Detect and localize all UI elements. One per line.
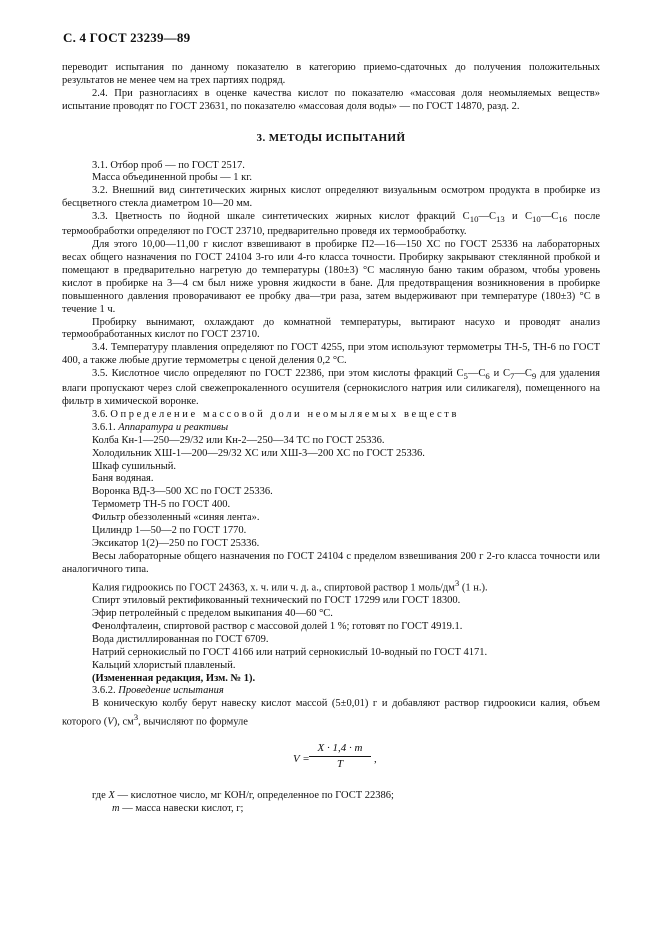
paragraph-3-4: 3.4. Температуру плавления определяют по ГОСТ 4255, при этом используют термометры ТН-5, ТН-6 по ГОСТ 400, а также любые другие термометры с ценой деления 0,2 °С. xyxy=(62,342,600,367)
subscript: 7 xyxy=(510,371,515,382)
paragraph-3-6-1 xyxy=(62,422,600,435)
where-line-x xyxy=(62,790,600,803)
text-span: 3.5. Кислотное число определяют по ГОСТ 22386, при этом кислоты фракций С xyxy=(92,368,464,380)
clause-number: 3.6.1. xyxy=(92,421,119,433)
list-item: Натрий сернокислый по ГОСТ 4166 или натрий сернокислый 10-водный по ГОСТ 4171. xyxy=(92,646,488,658)
clause-number: 3.6. xyxy=(92,408,111,420)
paragraph-3-3-procedure: Для этого 10,00—11,00 г кислот взвешивают в пробирке П2—16—150 ХС по ГОСТ 25336 на лабораторных весах общего назначения по ГОСТ 24104 3-го или 4-го класса точности. Пробирку закрывают стеклянной пробкой и помещают в предварительно нагретую до температуры (180±3) °С масляную баню таким образом, чтобы уровень кислот в пробирке на 3—4 см был ниже уровня жидкости в бане. Для предотвращения возникновения в пробирке повышенного давления проворачивают ее пробку два—три раза, затем выдерживают при температуре (180±3) °С в течение 1 ч. xyxy=(62,239,600,315)
text-span: после термообработки определяют по ГОСТ 23710, предварительно проведя их термообработку. xyxy=(62,211,600,238)
text-span: и С xyxy=(489,368,511,380)
clause-title: Определение массовой доли неомыляемых веществ xyxy=(110,408,460,420)
subscript: 5 xyxy=(463,371,468,382)
list-item: Фенолфталеин, спиртовой раствор с массовой долей 1 %; готовят по ГОСТ 4919.1. xyxy=(92,620,463,632)
list-item: Колба Кн-1—250—29/32 или Кн-2—250—34 ТС по ГОСТ 25336. xyxy=(92,434,385,446)
text-span: В коническую колбу берут навеску кислот массой (5±0,01) г и добавляют раствор гидроокиси калия, объем которого ( xyxy=(62,698,600,728)
variable: X xyxy=(108,789,115,801)
text-span: и С xyxy=(504,211,532,223)
paragraph-3-5 xyxy=(62,368,600,409)
subscript: 16 xyxy=(558,214,567,225)
subscript: 9 xyxy=(531,371,537,382)
paragraph-3-3 xyxy=(62,211,600,239)
list-item: Кальций хлористый плавленый. xyxy=(92,659,236,671)
text-span: (1 н.). xyxy=(459,582,488,594)
subscript: 13 xyxy=(495,214,505,225)
variable: m xyxy=(112,802,120,814)
text-span: где xyxy=(92,789,109,801)
formula-lhs: V = xyxy=(293,752,310,765)
clause-title: Проведение испытания xyxy=(118,685,224,697)
list-item: Холодильник ХШ-1—200—29/32 ХС или ХШ-3—200 ХС по ГОСТ 25336. xyxy=(92,447,425,459)
formula-denominator: T xyxy=(336,757,344,770)
revision-note: (Измененная редакция, Изм. № 1). xyxy=(92,672,256,684)
paragraph-procedure xyxy=(62,698,600,729)
text-span: — масса навески кислот, г; xyxy=(119,802,244,814)
formula-tail: , xyxy=(374,752,377,765)
variable: V xyxy=(107,716,114,728)
paragraph-3-6 xyxy=(62,409,600,422)
list-item: Шкаф сушильный. xyxy=(92,460,177,472)
page-header: С. 4 ГОСТ 23239—89 xyxy=(63,30,191,45)
list-item: Воронка ВД-3—500 ХС по ГОСТ 25336. xyxy=(92,486,273,498)
subscript: 10 xyxy=(531,214,541,225)
text-span: Калия гидроокись по ГОСТ 24363, х. ч. или ч. д. а., спиртовой раствор 1 моль/дм xyxy=(92,582,455,594)
list-item: Баня водяная. xyxy=(92,473,154,485)
formula xyxy=(62,742,600,776)
formula-numerator: X · 1,4 · m xyxy=(309,742,371,757)
formula-fraction xyxy=(309,742,371,771)
paragraph-3-2: 3.2. Внешний вид синтетических жирных кислот определяют визуальным осмотром продукта в пробирке из бесцветного стекла диаметром 10—20 мм. xyxy=(62,185,600,210)
list-item: Эфир петролейный с пределом выкипания 40—60 °С. xyxy=(92,608,333,620)
list-item: Цилиндр 1—50—2 по ГОСТ 1770. xyxy=(92,525,247,537)
paragraph-scales: Весы лабораторные общего назначения по ГОСТ 24104 с пределом взвешивания 200 г 2-го класса точности или аналогичного типа. xyxy=(62,550,600,575)
document-body xyxy=(62,62,600,816)
subscript: 6 xyxy=(485,371,490,382)
text-span: —С xyxy=(467,368,486,380)
text-span: , вычисляют по формуле xyxy=(138,716,248,728)
list-item: Термометр ТН-5 по ГОСТ 400. xyxy=(92,499,231,511)
text-span: — кислотное число, мг КОН/г, определенное по ГОСТ 22386; xyxy=(114,789,394,801)
paragraph-3-1-mass: Масса объединенной пробы — 1 кг. xyxy=(92,172,252,184)
list-item xyxy=(62,577,600,595)
paragraph-2-4: 2.4. При разногласиях в оценке качества кислот по показателю «массовая доля неомыляемых веществ» испытание проводят по ГОСТ 23631, по показателю «массовая доля воды» — по ГОСТ 14870, разд. 2. xyxy=(62,87,600,112)
text-span: для удаления влаги пропускают через слой свежепрокаленного осушителя (сернокислого натрия или силикагеля), помещенного на фильтр в химической воронке. xyxy=(62,368,600,408)
paragraph-3-6-2 xyxy=(62,685,600,698)
list-item: Вода дистиллированная по ГОСТ 6709. xyxy=(92,633,269,645)
text-span: —С xyxy=(478,211,496,223)
text-span: 3.3. Цветность по йодной шкале синтетических жирных кислот фракций С xyxy=(92,211,470,223)
paragraph-3-1: 3.1. Отбор проб — по ГОСТ 2517. xyxy=(92,159,245,171)
text-span: —С xyxy=(514,368,532,380)
subscript: 10 xyxy=(469,214,479,225)
list-item: Эксикатор 1(2)—250 по ГОСТ 25336. xyxy=(92,538,260,549)
paragraph-3-3-analysis: Пробирку вынимают, охлаждают до комнатной температуры, вытирают насухо и проводят анализ термообработанных кислот по ГОСТ 23710. xyxy=(62,316,600,341)
clause-number: 3.6.2. xyxy=(92,685,119,697)
section-title: 3. МЕТОДЫ ИСПЫТАНИЙ xyxy=(256,131,406,144)
where-line-m xyxy=(62,803,600,816)
list-item: Фильтр обеззоленный «синяя лента». xyxy=(92,512,260,524)
superscript: 3 xyxy=(454,577,460,588)
text-span: —С xyxy=(540,211,559,223)
list-item: Спирт этиловый ректификованный технический по ГОСТ 17299 или ГОСТ 18300. xyxy=(92,595,461,607)
superscript: 3 xyxy=(133,712,139,723)
text-span: ), см xyxy=(113,716,134,728)
paragraph-continuation: переводит испытания по данному показателю в категорию приемо-сдаточных до получения положительных результатов не менее чем на трех партиях подряд. xyxy=(62,62,600,86)
clause-title: Аппаратура и реактивы xyxy=(118,421,229,433)
